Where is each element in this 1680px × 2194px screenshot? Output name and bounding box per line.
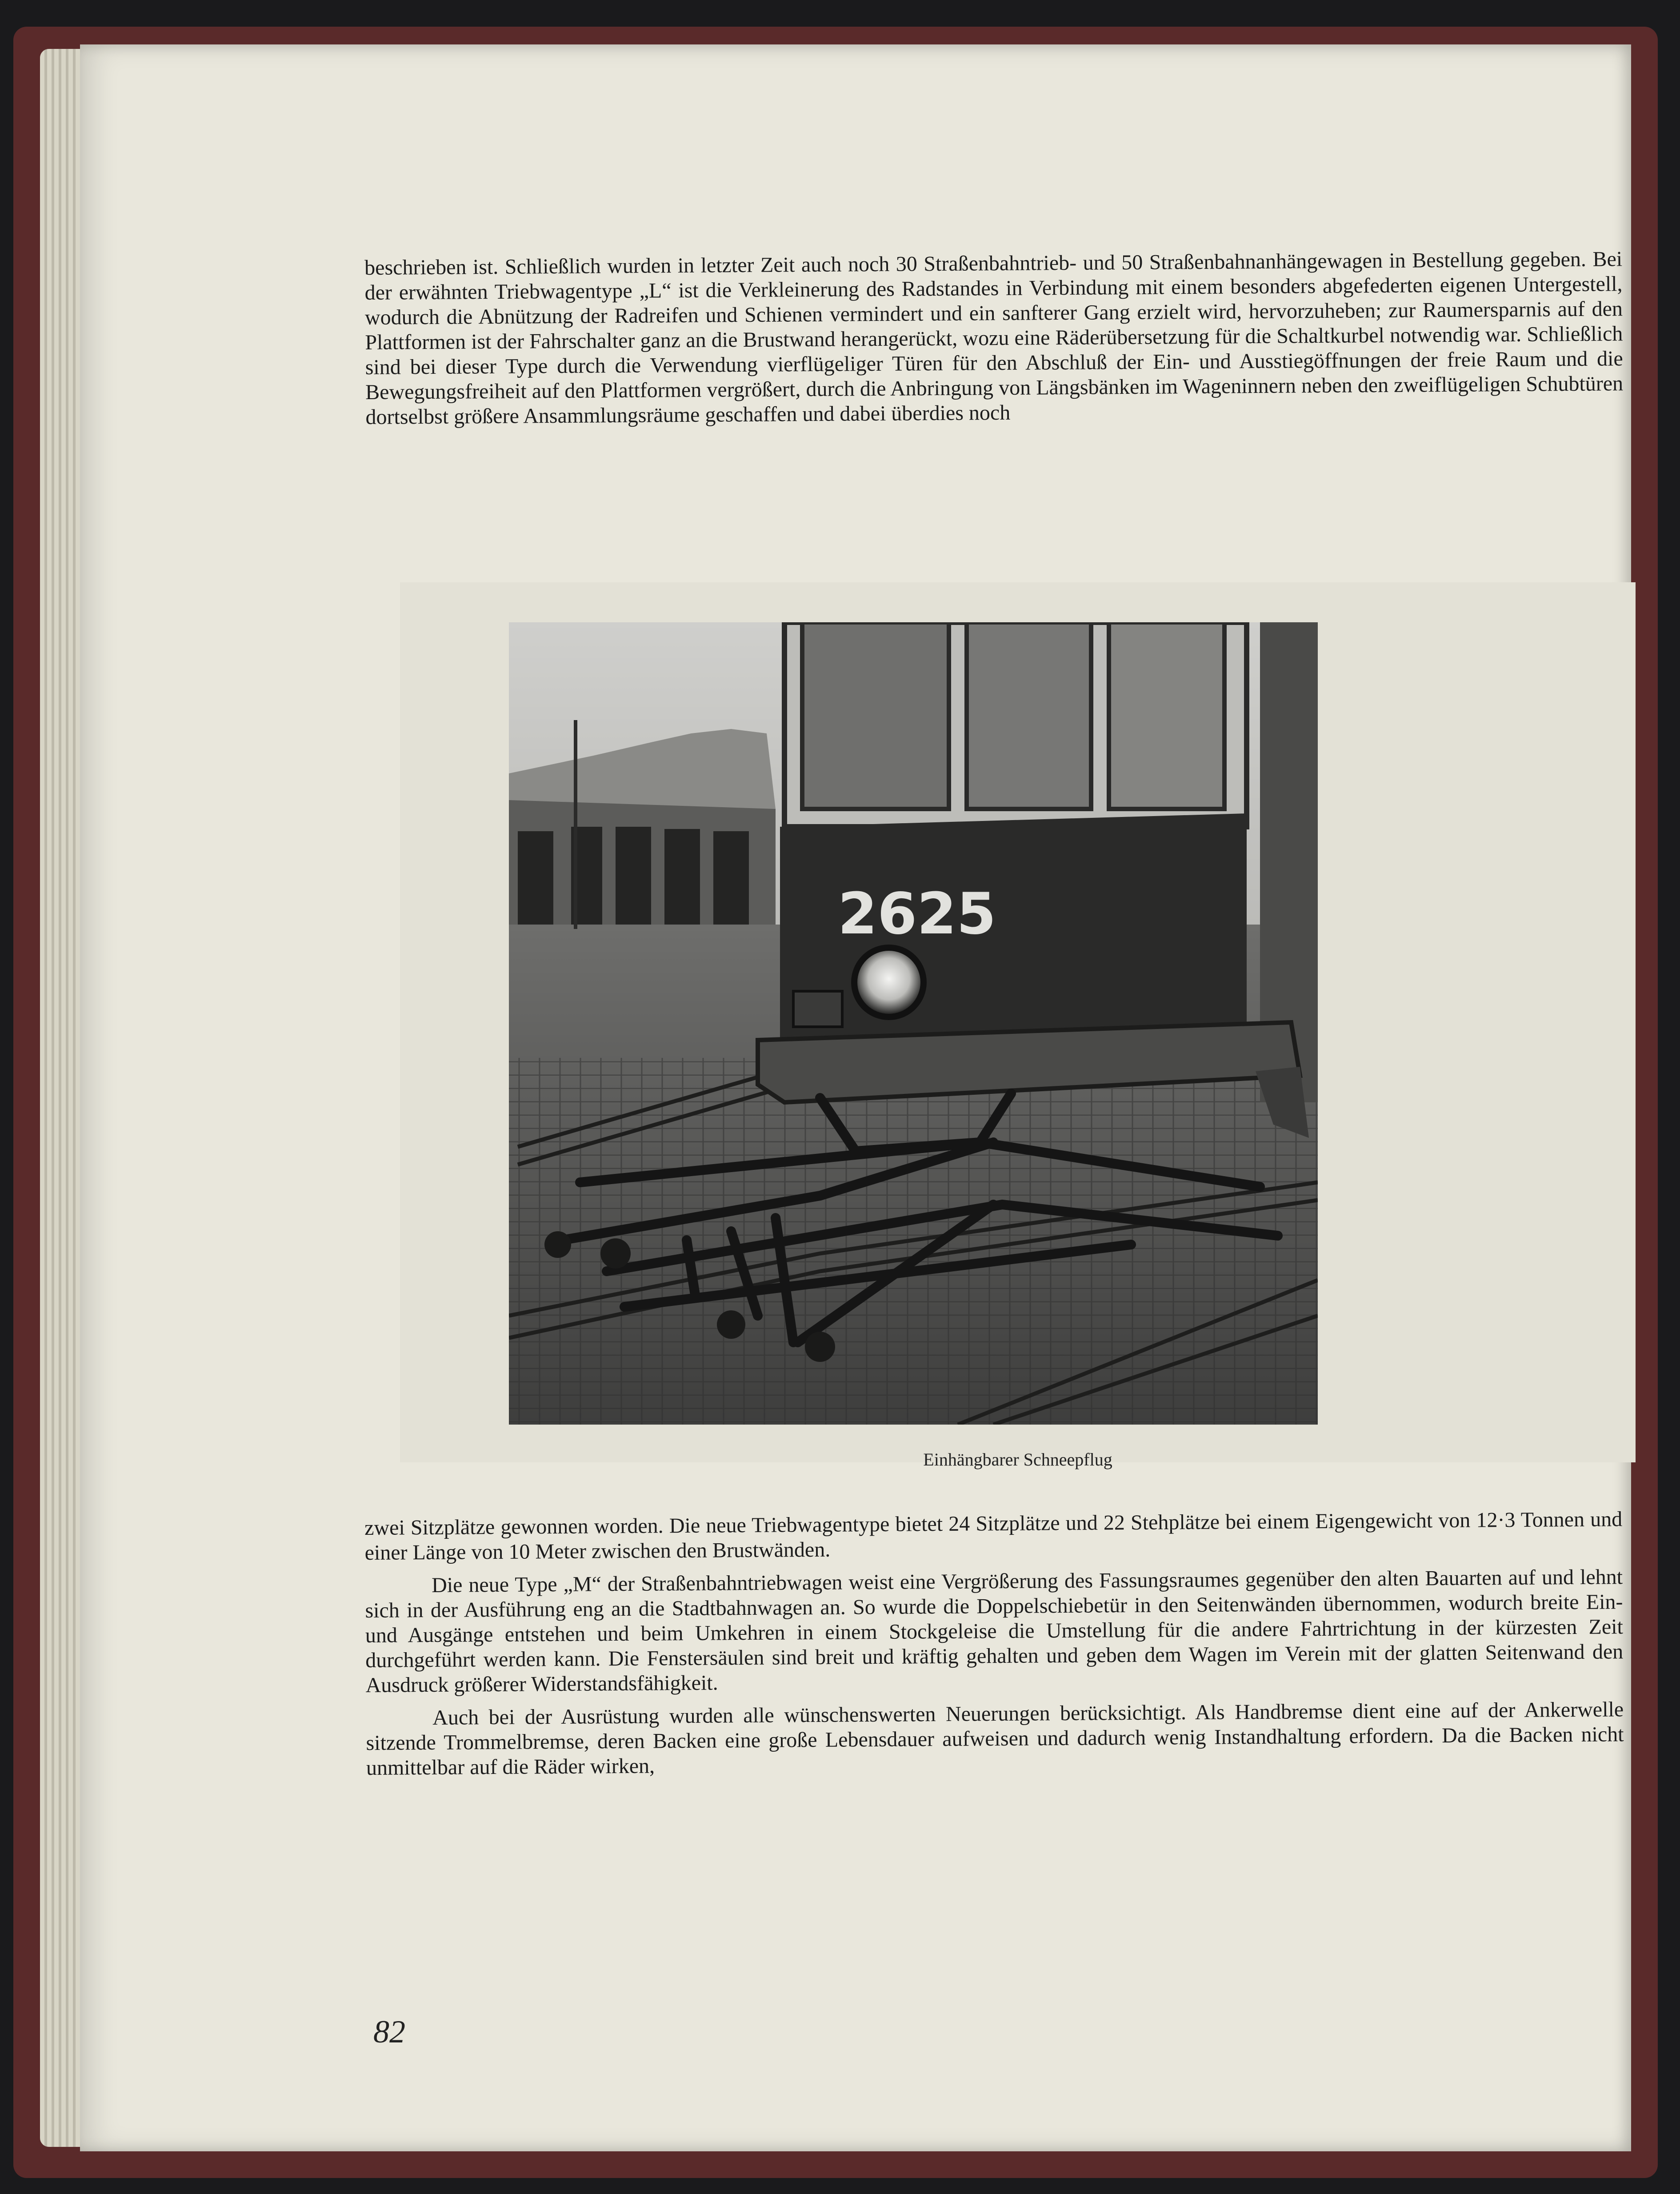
paragraph-top: beschrieben ist. Schließlich wurden in letzter Zeit auch noch 30 Straßenbahntrieb- und 50 Straßenbahnanhängewagen in Bestellung gegeben. Bei der erwähnten Triebwagentype „L“ ist die Verkleinerung des Radstandes in Verbindung mit einem besonders abgefederten eigenen Untergestell, wodurch die Abnützung der Radreifen und Schienen vermindert und ein sanfterer Gang erzielt wird, hervorzuheben; zur Raumersparnis auf den Plattformen ist der Fahrschalter ganz an die Brustwand herangerückt, wozu eine Räderübersetzung für die Schaltkurbel notwendig war. Schließlich sind bei dieser Type durch die Verwendung vierflügeliger Türen für den Abschluß der Ein- und Ausstiegöffnungen der freie Raum und die Bewegungsfreiheit auf den Plattformen vergrößert, durch die Anbringung von Längsbänken im Wageninnern neben den zweiflügeligen Schubtüren dortselbst größere Ansammlungsräume geschaffen und dabei überdies noch: [364, 247, 1624, 429]
tram-car: [758, 622, 1318, 1138]
figure-caption: Einhängbarer Schneepflug: [923, 1449, 1112, 1469]
paragraph-2: Die neue Type „M“ der Straßenbahntriebwagen weist eine Vergrößerung des Fassungsraumes gegenüber den alten Bauarten auf und lehnt sich in der Ausführung eng an die Stadtbahnwagen an. So wurde die Doppelschiebetür in den Seitenwänden übernommen, wodurch breite Ein- und Ausgänge entstehen und beim Umkehren in einem Stockgeleise die Umstellung für die andere Fahrtrichtung in der kürzesten Zeit durchgeführt werden kann. Die Fenstersäulen sind breit und kräftig gehalten und geben dem Wagen im Verein mit der glatten Seitenwand den Ausdruck größerer Widerstandsfähigkeit.: [365, 1565, 1624, 1697]
page-number: 82: [373, 2014, 405, 2050]
bottom-text-block: [364, 1507, 1624, 1789]
paragraph-3: Auch bei der Ausrüstung wurden alle wünschenswerten Neuerungen berücksichtigt. Als Handbremse dient eine auf der Ankerwelle sitzende Trommelbremse, deren Backen eine große Lebensdauer aufweisen und dadurch wenig Instandhaltung erfordern. Da die Backen nicht unmittelbar auf die Räder wirken,: [366, 1698, 1624, 1780]
book-page: [80, 44, 1631, 2151]
paragraph-1: zwei Sitzplätze gewonnen worden. Die neue Triebwagentype bietet 24 Sitzplätze und 22 Stehplätze bei einem Eigengewicht von 12·3 Tonnen und einer Länge von 10 Meter zwischen den Brustwänden.: [364, 1507, 1623, 1565]
top-text-block: [364, 247, 1624, 438]
depot-doors: [518, 827, 749, 925]
tram-number: 2625: [838, 881, 996, 947]
headlamp: [854, 948, 924, 1017]
snowplow-photo: [509, 622, 1318, 1425]
figure: [400, 582, 1636, 1469]
